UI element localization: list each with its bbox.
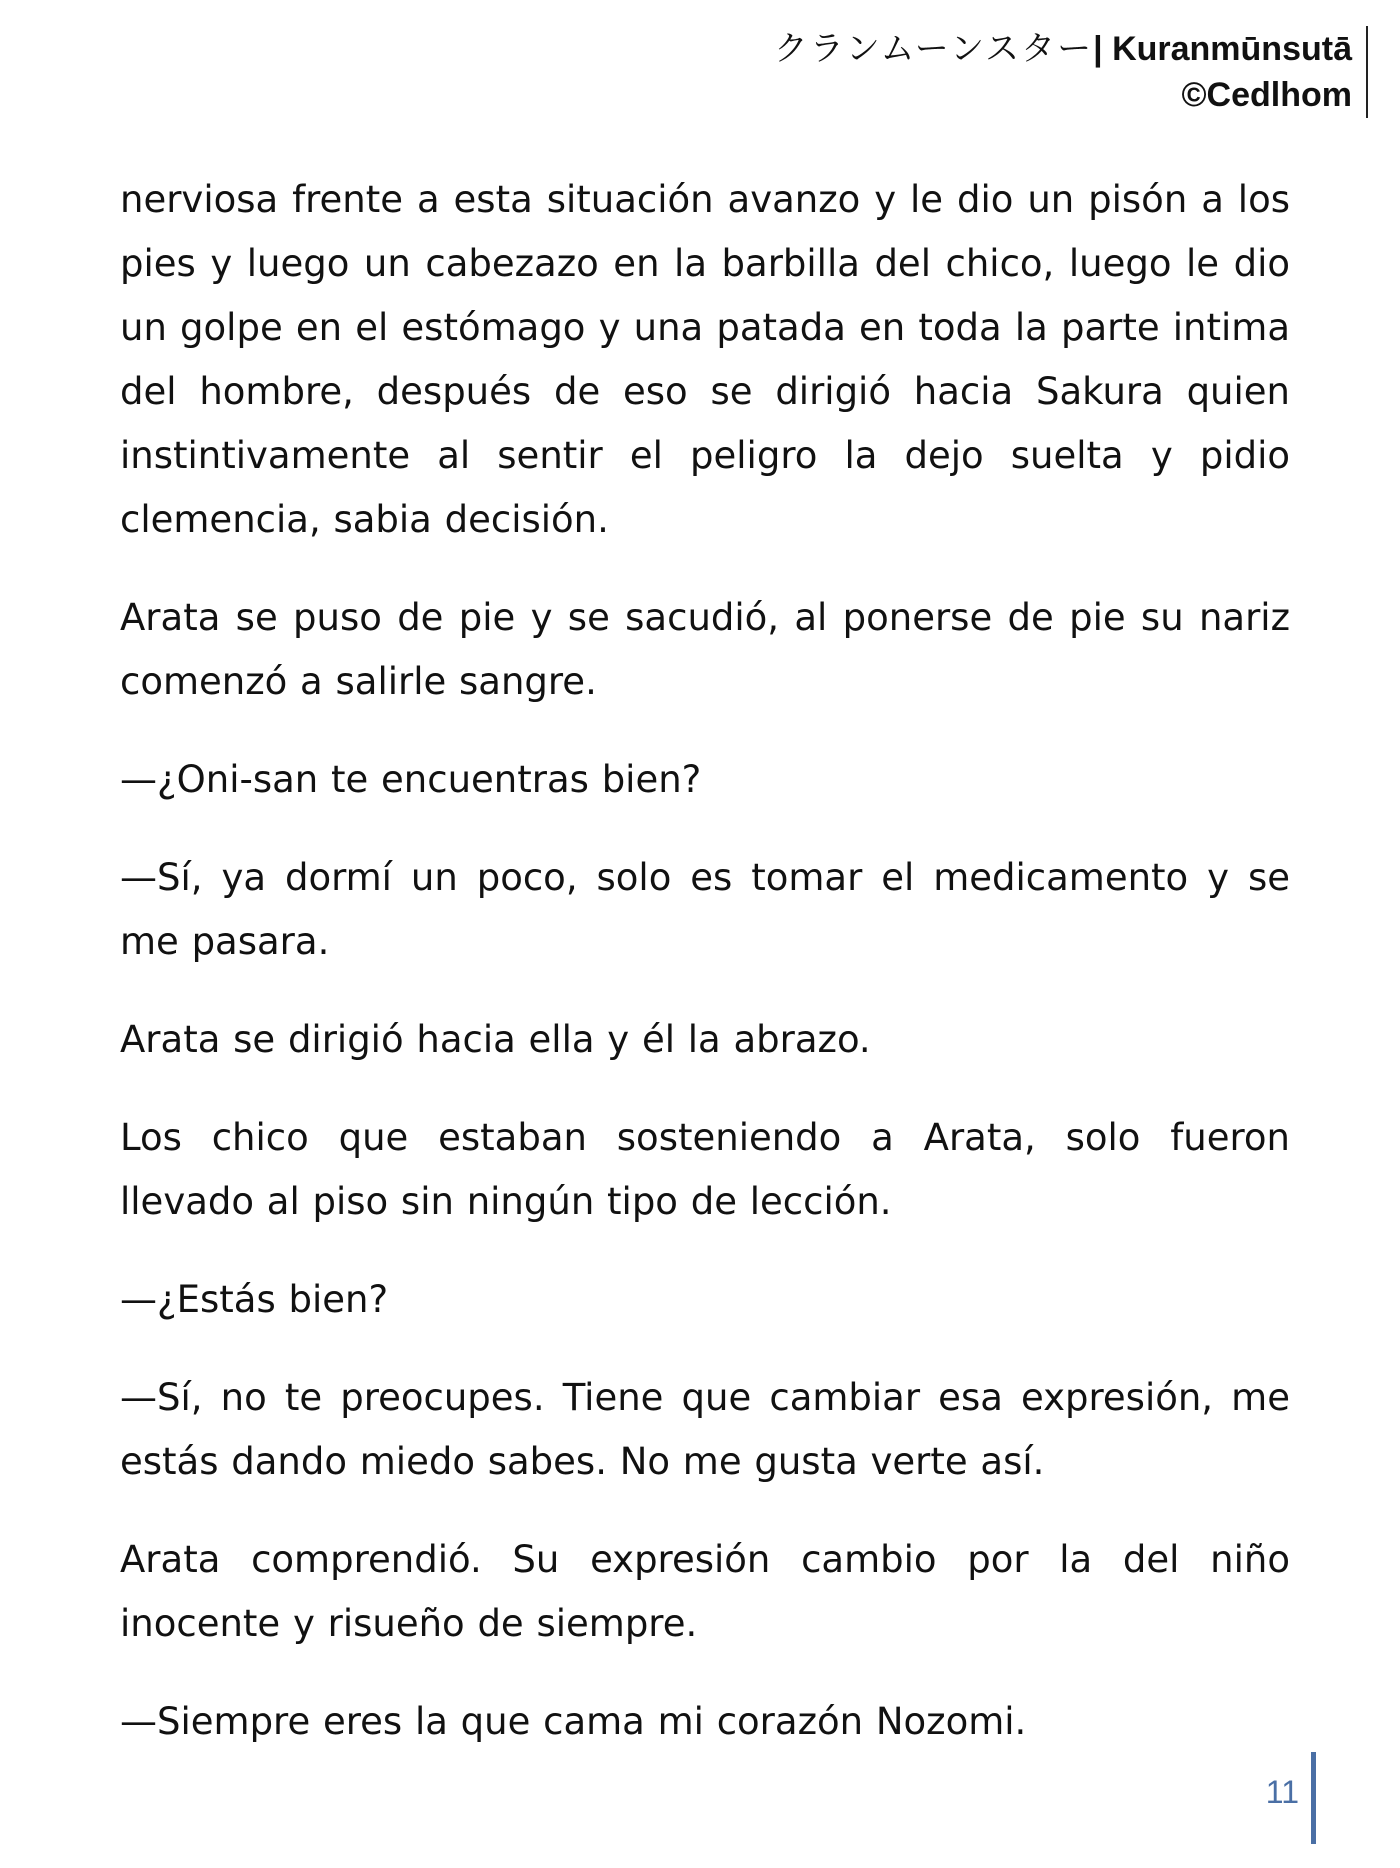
dialogue-line: —¿Estás bien? xyxy=(120,1278,389,1321)
header-title-romaji: Kuranmūnsutā xyxy=(1112,30,1352,68)
header-title-line xyxy=(774,26,1352,72)
paragraph: Arata comprendió. Su expresión cambio por la del niño inocente y risueño de siempre. xyxy=(120,1538,1290,1645)
paragraph: Los chico que estaban sosteniendo a Arata, solo fueron llevado al piso sin ningún tipo de lección. xyxy=(120,1116,1290,1223)
paragraph: Arata se puso de pie y se sacudió, al ponerse de pie su nariz comenzó a salirle sangre. xyxy=(120,596,1290,703)
dialogue-line: —Siempre eres la que cama mi corazón Nozomi. xyxy=(120,1700,1027,1743)
page-number: 11 xyxy=(1265,1774,1299,1810)
header-text-block xyxy=(774,26,1366,118)
paragraph: nerviosa frente a esta situación avanzo y le dio un pisón a los pies y luego un cabezazo en la barbilla del chico, luego le dio un golpe en el estómago y una patada en toda la parte intima del hombre, después de eso se dirigió hacia Sakura quien instintivamente al sentir el peligro la dejo suelta y pidio clemencia, sabia decisión. xyxy=(120,178,1290,541)
dialogue-line: —Sí, ya dormí un poco, solo es tomar el medicamento y se me pasara. xyxy=(120,856,1290,963)
page-number-rule xyxy=(1311,1752,1316,1844)
header-separator: | xyxy=(1093,30,1103,68)
page-footer xyxy=(1266,1752,1316,1844)
page-header xyxy=(774,26,1368,118)
paragraph: Arata se dirigió hacia ella y él la abrazo. xyxy=(120,1018,871,1061)
header-title-japanese: クランムーンスター xyxy=(773,29,1094,69)
header-copyright: ©Cedlhom xyxy=(1181,76,1352,114)
dialogue-line: —¿Oni-san te encuentras bien? xyxy=(120,758,702,801)
header-vertical-rule xyxy=(1366,26,1368,118)
body-text xyxy=(120,168,1290,1788)
dialogue-line: —Sí, no te preocupes. Tiene que cambiar esa expresión, me estás dando miedo sabes. No me gusta verte así. xyxy=(120,1376,1290,1483)
